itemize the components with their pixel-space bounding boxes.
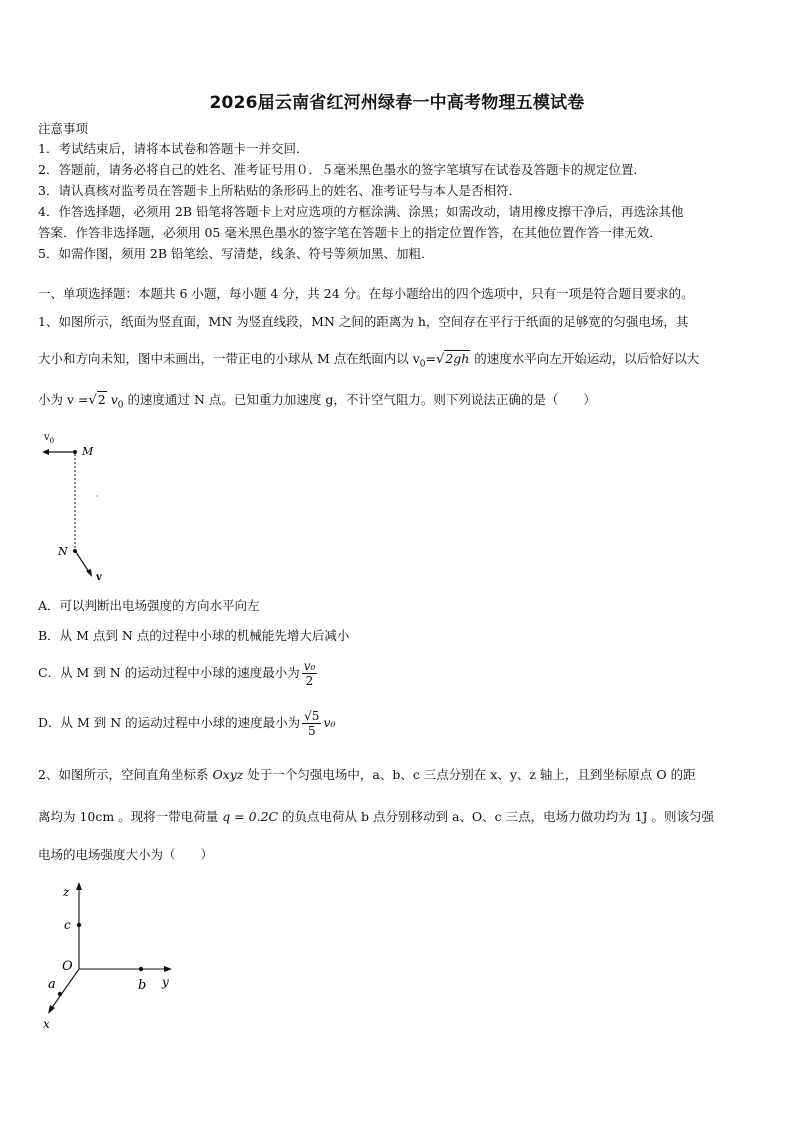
arrowhead-icon xyxy=(42,449,49,455)
arrowhead-icon xyxy=(164,966,172,972)
q1-option-c xyxy=(38,657,319,689)
q2-coord-sys: Oxyz xyxy=(212,767,244,782)
notice-heading: 注意事项 xyxy=(38,121,89,136)
q2-stem-line3: 电场的电场强度大小为（ ） xyxy=(38,847,214,862)
dot-mark xyxy=(96,495,97,496)
q1-option-c-text: C．从 M 到 N 的运动过程中小球的速度最小为 xyxy=(38,665,300,680)
q2-stem-line1-b: 处于一个匀强电场中，a、b、c 三点分别在 x、y、z 轴上，且到坐标原点 O 的距 xyxy=(243,767,696,782)
section-heading: 一、单项选择题：本题共 6 小题，每小题 4 分，共 24 分。在每小题给出的四个选项中，只有一项是符合题目要求的。 xyxy=(38,286,694,301)
point-m xyxy=(73,450,77,454)
q1-sqrt-2gh: 2gh xyxy=(445,351,470,366)
point-b xyxy=(139,967,143,971)
fig-y-label: y xyxy=(162,975,169,989)
frac-denominator: 5 xyxy=(307,724,316,738)
fig-x-label: x xyxy=(43,1017,50,1031)
q1-stem-line2-a: 大小和方向未知，图中未画出，一带正电的小球从 M 点在纸面内以 v xyxy=(38,351,420,366)
page-title: 2026届云南省红河州绿春一中高考物理五模试卷 xyxy=(209,93,585,113)
q2-stem-line1-a: 2、如图所示，空间直角坐标系 xyxy=(38,767,213,782)
arrowhead-icon xyxy=(86,569,92,577)
q1-option-d-text: D．从 M 到 N 的运动过程中小球的速度最小为 xyxy=(38,715,301,730)
q2-stem-line1 xyxy=(38,766,696,784)
q1-option-b: B．从 M 点到 N 点的过程中小球的机械能先增大后减小 xyxy=(38,628,350,643)
arrowhead-icon xyxy=(76,882,82,890)
q1-option-d-fraction xyxy=(302,709,321,738)
fig-c-label: c xyxy=(64,918,71,932)
fig-v0-label: $v_0$ xyxy=(44,432,55,445)
fig-b-label: b xyxy=(138,978,147,993)
q2-stem-line2-a: 离均为 10cm 。现将一带电荷量 xyxy=(38,809,223,824)
q1-stem-line2 xyxy=(38,350,699,374)
q1-figure xyxy=(38,428,118,588)
q1-v-sub: 0 xyxy=(117,400,124,411)
point-a xyxy=(58,992,62,996)
q1-stem-line1: 1、如图所示，纸面为竖直面，MN 为竖直线段，MN 之间的距离为 h，空间存在平行于纸面的足够宽的匀强电场，其 xyxy=(38,314,689,329)
q1-v0-sub: 0 xyxy=(419,359,426,370)
q1-sqrt-2: 2 xyxy=(97,392,106,407)
fig-z-label: z xyxy=(63,885,70,899)
q2-stem-line2-b: 的负点电荷从 b 点分别移动到 a、O、c 三点，电场力做功均为 1J 。则该匀强 xyxy=(278,809,715,824)
frac-numerator: v₀ xyxy=(303,659,316,673)
sqrt-sign-icon: √ xyxy=(88,393,97,408)
frac-denominator: 2 xyxy=(305,674,314,688)
q2-figure xyxy=(38,878,188,1038)
q2-charge: q = 0.2C xyxy=(222,809,279,824)
q2-stem-line2 xyxy=(38,808,714,826)
notice-item-3: 3．请认真核对监考员在答题卡上所粘贴的条形码上的姓名、准考证号与本人是否相符． xyxy=(38,183,521,198)
notice-item-2: 2．答题前，请务必将自己的姓名、准考证号用０．５毫米黑色墨水的签字笔填写在试卷及答题卡的规定位置． xyxy=(38,162,646,177)
q1-v: v xyxy=(106,392,118,407)
notice-item-4-cont: 答案．作答非选择题，必须用 05 毫米黑色墨水的签字笔在答题卡上的指定位置作答，在其他位置作答一律无效． xyxy=(38,225,662,240)
q1-stem-line3-a: 小为 v = xyxy=(38,392,89,407)
v-arrow-icon xyxy=(76,552,89,572)
fig-a-label: a xyxy=(48,977,56,992)
point-c xyxy=(77,923,81,927)
notice-item-1: 1．考试结束后，请将本试卷和答题卡一并交回． xyxy=(38,141,309,156)
fig-o-label: O xyxy=(62,959,73,974)
notice-item-4: 4．作答选择题，必须用 2B 铅笔将答题卡上对应选项的方框涂满、涂黑；如需改动，请用橡皮擦干净后，再选涂其他 xyxy=(38,204,684,219)
q1-stem-line2-b: 的速度水平向左开始运动，以后恰好以大 xyxy=(470,351,700,366)
sqrt-sign-icon: √ xyxy=(436,352,445,367)
q1-option-d xyxy=(38,705,336,741)
fig-m-label: M xyxy=(82,445,94,458)
q1-stem-line3-b: 的速度通过 N 点。已知重力加速度 g，不计空气阻力。则下列说法正确的是（ ） xyxy=(123,392,596,407)
fig-v-label: v xyxy=(96,572,102,583)
arrowhead-icon xyxy=(48,1005,55,1014)
q1-eq: = xyxy=(425,351,437,366)
frac-numerator: √5 xyxy=(304,709,320,723)
notice-item-5: 5．如需作图，须用 2B 铅笔绘、写清楚，线条、符号等须加黑、加粗． xyxy=(38,246,434,261)
q1-stem-line3 xyxy=(38,391,596,415)
q1-option-c-fraction xyxy=(302,659,318,688)
q1-option-d-tail: v₀ xyxy=(323,715,336,730)
fig-n-label: N xyxy=(58,545,68,558)
q1-option-a: A．可以判断出电场强度的方向水平向左 xyxy=(38,598,260,613)
